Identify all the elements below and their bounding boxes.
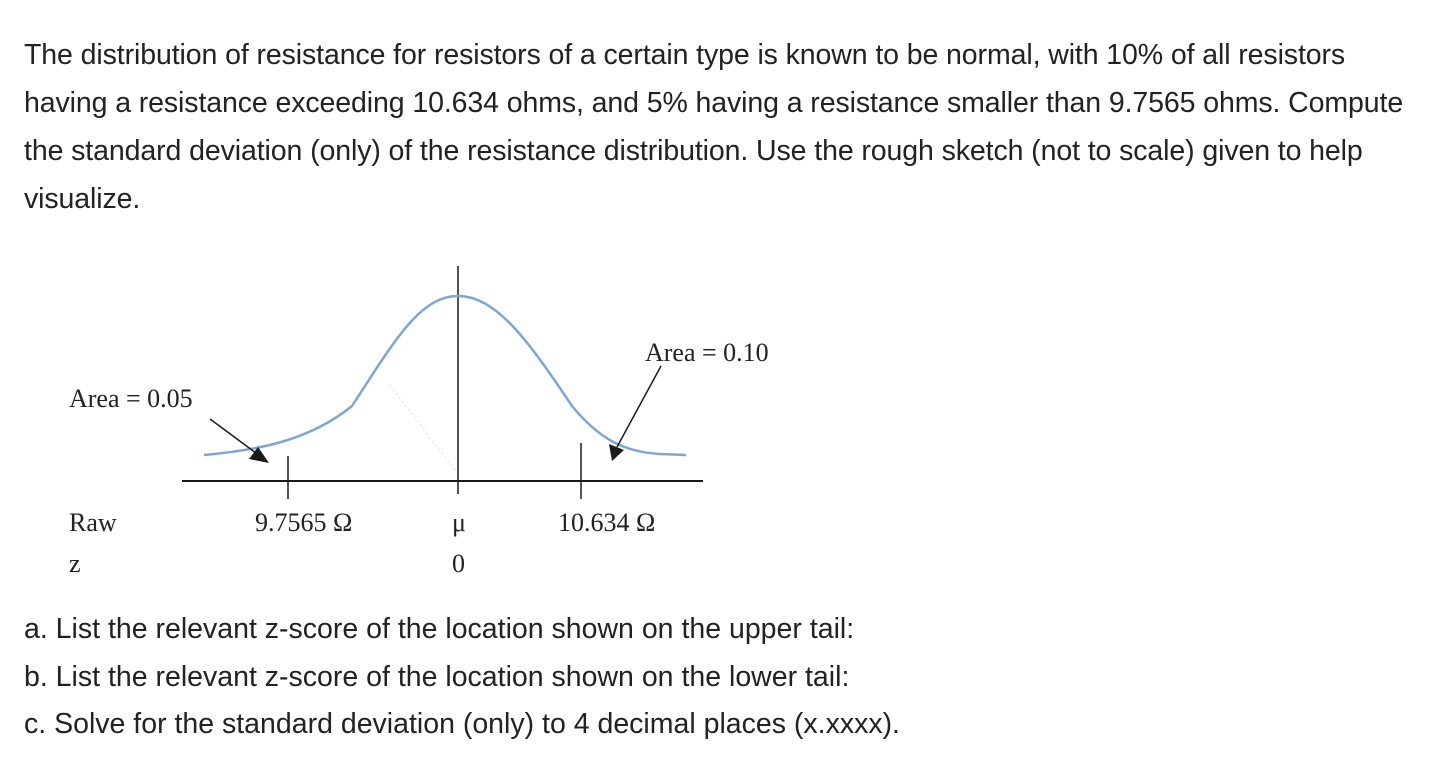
lower-area-arrow (210, 419, 256, 453)
part-c-text: c. Solve for the standard deviation (only) to 4 decimal places (x.xxxx). (24, 708, 900, 740)
lower-area-label: Area = 0.05 (69, 384, 193, 413)
upper-area-arrow (617, 366, 661, 447)
part-b-text: b. List the relevant z-score of the location shown on the lower tail: (24, 660, 850, 693)
raw-row-label: Raw (69, 508, 117, 537)
upper-raw-value: 10.634 Ω (558, 508, 656, 537)
question-text: The distribution of resistance for resistors of a certain type is known to be normal, with 10% of all resistors having a resistance exceeding 10.634 ohms, and 5% having a resistance smaller than 9.7565 ohms. Compute the standard deviation (only) of the resistance distribution. Use the rough sketch (not to scale) given to help visualize. (24, 39, 1404, 215)
upper-area-label: Area = 0.10 (645, 338, 769, 367)
lower-raw-value: 9.7565 Ω (255, 508, 353, 537)
part-a-text: a. List the relevant z-score of the location shown on the upper tail: (24, 613, 855, 645)
faint-dotted-line (390, 385, 455, 470)
mean-label: μ (452, 508, 466, 537)
mean-z-value: 0 (452, 549, 465, 578)
bell-curve (204, 296, 686, 455)
z-row-label: z (69, 549, 81, 578)
question-parts-list (24, 606, 900, 749)
